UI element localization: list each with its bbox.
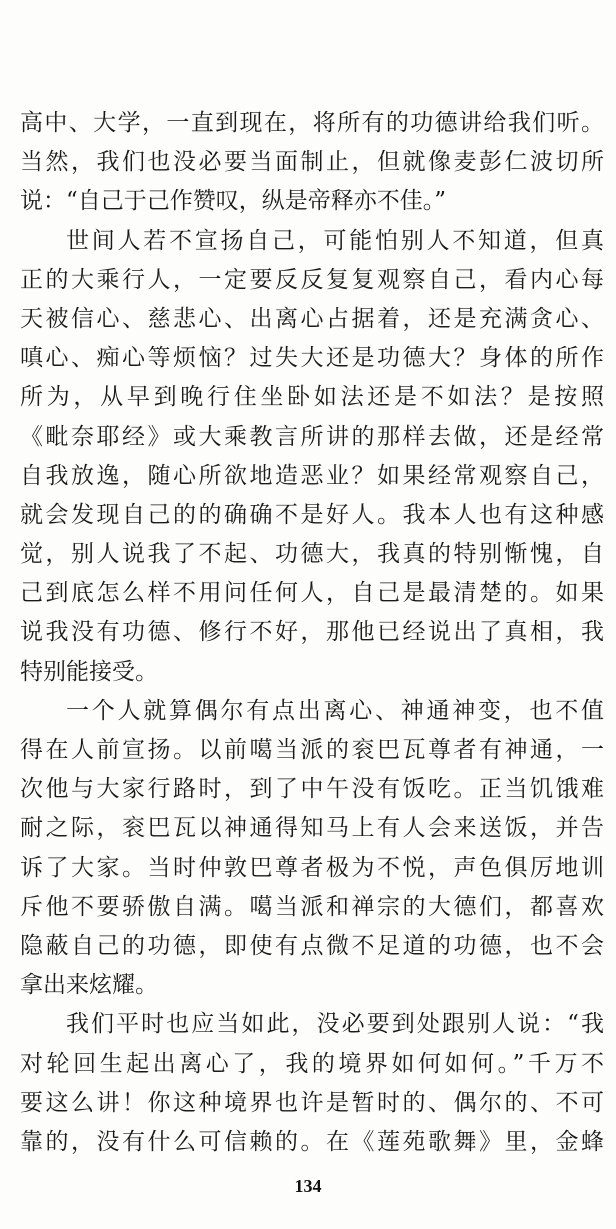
text-line: 己到底怎么样不用问任何人，自己是最清楚的。如果 bbox=[20, 580, 604, 607]
paragraph-first-line: 我们平时也应当如此，没必要到处跟别人说：“我 bbox=[66, 1011, 604, 1038]
text-line: 诉了大家。当时仲敦巴尊者极为不悦，声色俱厉地训 bbox=[20, 854, 604, 881]
text-line: 耐之际，衮巴瓦以神通得知马上有人会来送饭，并告 bbox=[20, 815, 604, 842]
text-line: 自我放逸，随心所欲地造恶业？如果经常观察自己， bbox=[20, 462, 604, 489]
paragraph-first-line: 世间人若不宣扬自己，可能怕别人不知道，但真 bbox=[66, 227, 604, 254]
text-line: 就会发现自己的的确确不是好人。我本人也有这种感 bbox=[20, 501, 604, 528]
paragraph-end-line: 拿出来炫耀。 bbox=[20, 972, 158, 999]
text-line: 高中、大学，一直到现在，将所有的功德讲给我们听。 bbox=[20, 110, 604, 136]
paragraph-first-line: 一个人就算偶尔有点出离心、神通神变，也不值 bbox=[66, 697, 604, 724]
text-line: 要这么讲！你这种境界也许是暂时的、偶尔的、不可 bbox=[20, 1089, 604, 1116]
text-line: 斥他不要骄傲自满。噶当派和禅宗的大德们，都喜欢 bbox=[20, 893, 604, 920]
text-line: 觉，别人说我了不起、功德大，我真的特别惭愧，自 bbox=[20, 541, 604, 568]
text-line: 《毗奈耶经》或大乘教言所讲的那样去做，还是经常 bbox=[20, 423, 604, 450]
text-line: 所为，从早到晚行住坐卧如法还是不如法？是按照 bbox=[20, 384, 604, 411]
text-line: 对轮回生起出离心了，我的境界如何如何。”千万不 bbox=[20, 1050, 604, 1077]
paragraph-end-line: 说：“自己于己作赞叹，纵是帝释亦不佳。” bbox=[20, 188, 447, 215]
text-line: 隐蔽自己的功德，即使有点微不足道的功德，也不会 bbox=[20, 932, 604, 959]
text-line: 说我没有功德、修行不好，那他已经说出了真相，我 bbox=[20, 619, 604, 646]
text-line: 靠的，没有什么可信赖的。在《莲苑歌舞》里，金蜂 bbox=[20, 1128, 604, 1155]
text-line: 正的大乘行人，一定要反反复复观察自己，看内心每 bbox=[20, 266, 604, 293]
body-text bbox=[20, 104, 604, 1162]
text-line: 次他与大家行路时，到了中午没有饭吃。正当饥饿难 bbox=[20, 776, 604, 803]
text-line: 当然，我们也没必要当面制止，但就像麦彭仁波切所 bbox=[20, 149, 604, 176]
text-line: 得在人前宣扬。以前噶当派的衮巴瓦尊者有神通，一 bbox=[20, 737, 604, 763]
text-line: 天被信心、慈悲心、出离心占据着，还是充满贪心、 bbox=[20, 305, 604, 332]
page-number: 134 bbox=[294, 1176, 322, 1196]
paragraph-end-line: 特别能接受。 bbox=[20, 658, 158, 685]
text-line: 嗔心、痴心等烦恼？过失大还是功德大？身体的所作 bbox=[20, 345, 604, 372]
